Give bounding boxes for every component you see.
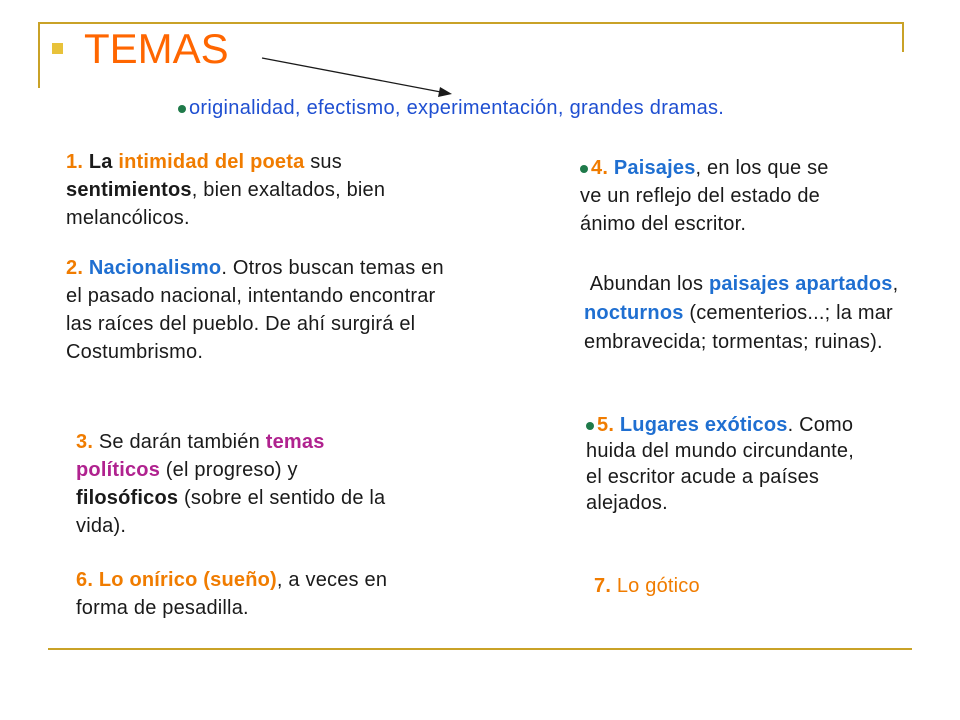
item-6-text: , a veces en forma de pesadilla. <box>76 569 388 619</box>
item-3 <box>76 428 396 540</box>
frame-left-line <box>38 22 40 88</box>
item-5 <box>586 412 856 516</box>
item-2-text: . Otros buscan temas en el pasado nacional, intentando encontrar las raíces del pueblo. De ahí surgirá el Costumbrismo. <box>66 257 444 363</box>
item-1-text: sus <box>310 151 342 173</box>
item-6 <box>76 566 436 622</box>
bullet-icon <box>178 105 186 113</box>
item-6-highlight: Lo onírico (sueño) <box>98 569 277 591</box>
item-3-text-2: (el progreso) y <box>165 459 298 481</box>
item-3-text-3: (sobre el sentido de la vida). <box>76 487 386 537</box>
item-4b-text-2: (cementerios...; la mar embravecida; tormentas; ruinas). <box>584 302 893 353</box>
item-4-highlight: Paisajes <box>613 157 696 179</box>
item-4-extra <box>584 270 944 357</box>
item-4-number: 4. <box>591 157 609 179</box>
item-1 <box>66 148 456 232</box>
item-7 <box>594 572 794 600</box>
item-1-la: La <box>88 151 113 173</box>
item-4b-sep: , <box>892 273 899 295</box>
item-2-number: 2. <box>66 257 84 279</box>
item-3-number: 3. <box>76 431 94 453</box>
title-bullet-icon <box>52 43 63 54</box>
item-5-text: . Como huida del mundo circundante, el escritor acude a países alejados. <box>586 414 855 514</box>
item-4b-highlight-1: paisajes apartados <box>708 273 893 295</box>
item-3-bold: filosóficos <box>76 487 179 509</box>
item-5-highlight: Lugares exóticos <box>619 414 788 436</box>
item-1-number: 1. <box>66 151 84 173</box>
bullet-icon <box>580 165 588 173</box>
bullet-icon <box>586 422 594 430</box>
item-1-highlight: intimidad del poeta <box>118 151 305 173</box>
item-1-text-2: , bien exaltados, bien melancólicos. <box>66 179 386 229</box>
item-6-number: 6. <box>76 569 94 591</box>
frame-right-line <box>902 22 904 52</box>
item-4b-text: Abundan los <box>589 273 704 295</box>
subtitle-text: originalidad, efectismo, experimentación, grandes dramas. <box>189 97 725 119</box>
item-2 <box>66 254 456 366</box>
item-1-bold: sentimientos <box>66 179 192 201</box>
item-5-number: 5. <box>597 414 615 436</box>
item-4b-highlight-2: nocturnos <box>584 302 684 324</box>
item-2-highlight: Nacionalismo <box>88 257 222 279</box>
item-7-text: Lo gótico <box>616 575 700 597</box>
item-4-text: , en los que se ve un reflejo del estado de ánimo del escritor. <box>580 157 829 235</box>
frame-bottom-line <box>48 648 912 650</box>
subtitle <box>178 94 724 122</box>
item-3-highlight: temas políticos <box>76 431 325 481</box>
item-3-text: Se darán también <box>98 431 260 453</box>
slide-title: TEMAS <box>84 25 229 72</box>
item-7-number: 7. <box>594 575 612 597</box>
item-4 <box>580 154 848 238</box>
